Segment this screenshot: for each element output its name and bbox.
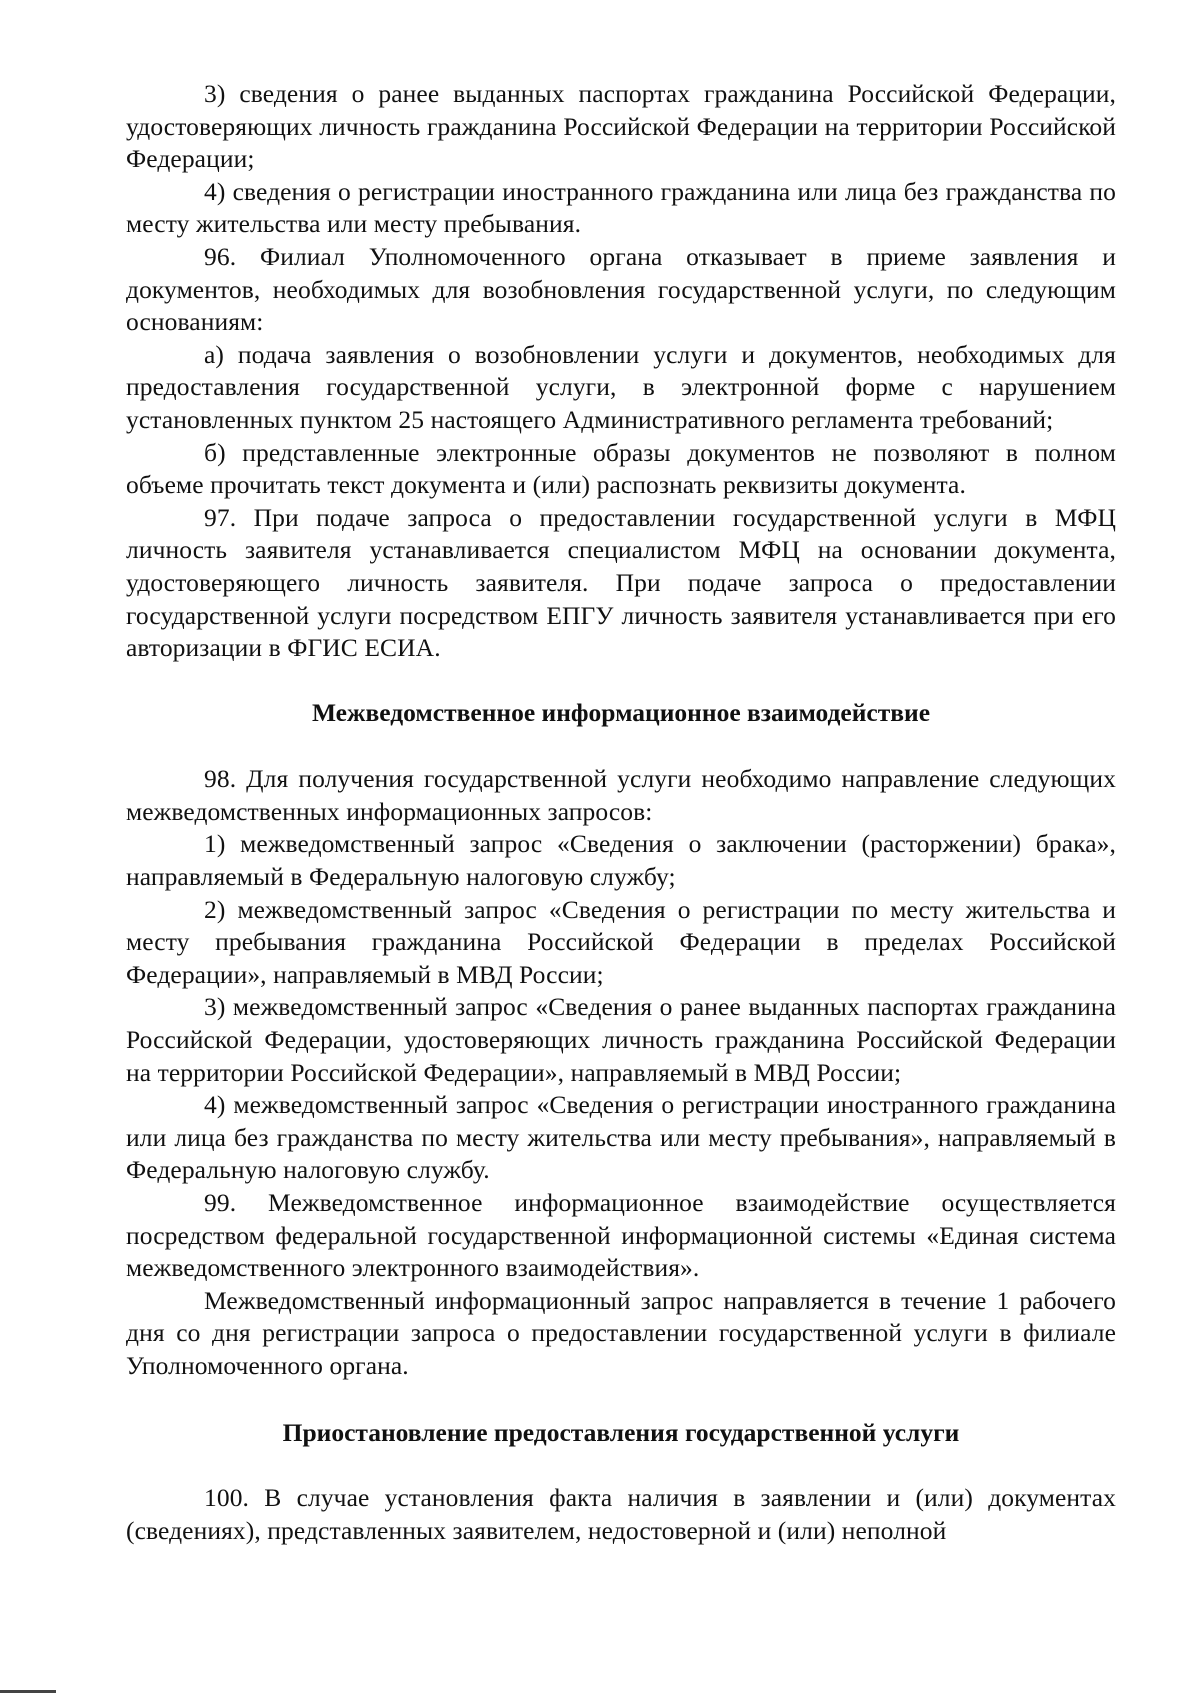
paragraph-96-b: б) представленные электронные образы документов не позволяют в полном объеме прочитать текст документа и (или) распознать реквизиты документа. [126, 437, 1116, 500]
scan-edge-mark [0, 1690, 56, 1693]
paragraph-96: 96. Филиал Уполномоченного органа отказывает в приеме заявления и документов, необходимых для возобновления государственной услуги, по следующим основаниям: [126, 241, 1116, 337]
paragraph-98-2: 2) межведомственный запрос «Сведения о регистрации по месту жительства и месту пребывания гражданина Российской Федерации в пределах Российской Федерации», направляемый в МВД России; [126, 894, 1116, 989]
paragraph-98-4: 4) межведомственный запрос «Сведения о регистрации иностранного гражданина или лица без гражданства по месту жительства или месту пребывания», направляемый в Федеральную налоговую службу. [126, 1090, 1116, 1185]
paragraph-98-1: 1) межведомственный запрос «Сведения о заключении (расторжении) брака», направляемый в Федеральную налоговую службу; [126, 829, 1116, 892]
paragraph-100: 100. В случае установления факта наличия в заявлении и (или) документах (сведениях), представленных заявителем, недостоверной и (или) неполной [126, 1483, 1116, 1545]
section-heading-interagency: Межведомственное информационное взаимодействие [311, 697, 931, 727]
paragraph-99: 99. Межведомственное информационное взаимодействие осуществляется посредством федеральной государственной информационной системы «Единая система межведомственного электронного взаимодействия». [126, 1188, 1116, 1283]
paragraph-98: 98. Для получения государственной услуги необходимо направление следующих межведомственных информационных запросов: [126, 764, 1116, 826]
document-body [126, 78, 1116, 1547]
paragraph-item-4: 4) сведения о регистрации иностранного гражданина или лица без гражданства по месту жительства или месту пребывания. [126, 176, 1116, 239]
paragraph-item-3: 3) сведения о ранее выданных паспортах гражданина Российской Федерации, удостоверяющих личность гражданина Российской Федерации на территории Российской Федерации; [126, 79, 1116, 174]
paragraph-98-3: 3) межведомственный запрос «Сведения о ранее выданных паспортах гражданина Российской Федерации, удостоверяющих личность гражданина Российской Федерации на территории Российской Федерации», направляемый в МВД России; [126, 992, 1116, 1087]
section-heading-suspension: Приостановление предоставления государственной услуги [282, 1417, 960, 1447]
paragraph-99-request: Межведомственный информационный запрос направляется в течение 1 рабочего дня со дня регистрации запроса о предоставлении государственной услуги в филиале Уполномоченного органа. [126, 1285, 1116, 1380]
paragraph-97: 97. При подаче запроса о предоставлении государственной услуги в МФЦ личность заявителя устанавливается специалистом МФЦ на основании документа, удостоверяющего личность заявителя. При подаче запроса о предоставлении государственной услуги посредством ЕПГУ личность заявителя устанавливается при его авторизации в ФГИС ЕСИА. [126, 502, 1116, 663]
paragraph-96-a: а) подача заявления о возобновлении услуги и документов, необходимых для предоставления государственной услуги, в электронной форме с нарушением установленных пунктом 25 настоящего Административного регламента требований; [126, 339, 1116, 434]
